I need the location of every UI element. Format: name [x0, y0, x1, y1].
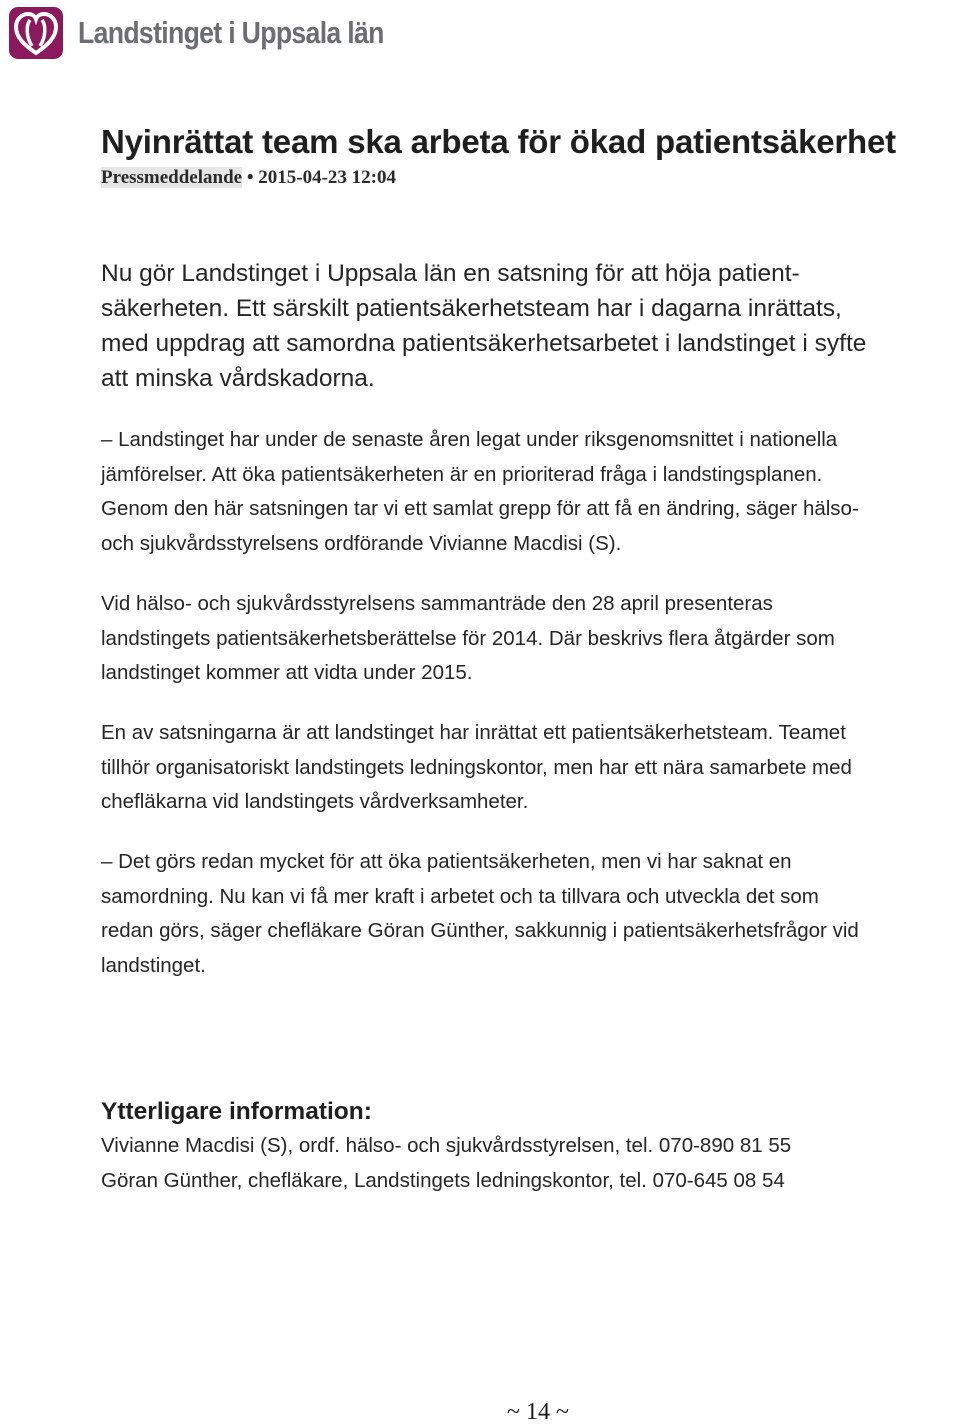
paragraph-line: En av satsningarna är att landstinget har inrättat ett patientsäkerhetsteam. Teamet — [101, 720, 846, 744]
article-datetime: 2015-04-23 12:04 — [258, 167, 396, 188]
body-paragraph — [101, 716, 959, 820]
article-title: Nyinrättat team ska arbeta för ökad patientsäkerhet — [101, 123, 896, 160]
paragraph-line: landstinget. — [101, 954, 206, 978]
organization-name: Landstinget i Uppsala län — [78, 15, 384, 50]
paragraph-line: tillhör organisatoriskt landstingets ledningskontor, men har ett nära samarbete med — [101, 755, 852, 779]
press-release — [101, 122, 959, 1198]
contact-list — [101, 1129, 959, 1198]
paragraph-line: – Det görs redan mycket för att öka patientsäkerheten, men vi har saknat en — [101, 850, 792, 874]
paragraph-line: Genom den här satsningen tar vi ett samlat grepp för att få en ändring, säger hälso- — [101, 497, 859, 521]
contact-line: Vivianne Macdisi (S), ordf. hälso- och sjukvårdsstyrelsen, tel. 070-890 81 55 — [101, 1133, 792, 1157]
body-paragraph — [101, 587, 959, 691]
page-header — [8, 4, 434, 62]
body-paragraph — [101, 845, 959, 984]
lead-line: med uppdrag att samordna patientsäkerhetsarbetet i landstinget i syfte — [101, 330, 867, 357]
contact-line: Göran Günther, chefläkare, Landstingets ledningskontor, tel. 070-645 08 54 — [101, 1168, 785, 1192]
page-number: ~ 14 ~ — [507, 1399, 569, 1425]
paragraph-line: Vid hälso- och sjukvårdsstyrelsens sammanträde den 28 april presenteras — [101, 591, 773, 615]
lead-line: att minska vårdskadorna. — [101, 365, 375, 392]
paragraph-line: redan görs, säger chefläkare Göran Günther, sakkunnig i patientsäkerhetsfrågor vid — [101, 919, 859, 943]
lead-line: Nu gör Landstinget i Uppsala län en satsning för att höja patient- — [101, 260, 800, 287]
paragraph-line: chefläkarna vid landstingets vårdverksamheter. — [101, 790, 529, 814]
paragraph-line: samordning. Nu kan vi få mer kraft i arbetet och ta tillvara och utveckla det som — [101, 884, 819, 908]
meta-separator: • — [242, 167, 259, 188]
paragraph-line: jämförelser. Att öka patientsäkerheten är en prioriterad fråga i landstingsplanen. — [101, 462, 823, 486]
paragraph-line: landstingets patientsäkerhetsberättelse för 2014. Där beskrivs flera åtgärder som — [101, 626, 835, 650]
paragraph-line: och sjukvårdsstyrelsens ordförande Vivianne Macdisi (S). — [101, 532, 622, 556]
info-heading: Ytterligare information: — [101, 1097, 372, 1125]
paragraph-line: landstinget kommer att vidta under 2015. — [101, 661, 473, 685]
paragraph-line: – Landstinget har under de senaste åren legat under riksgenomsnittet i nationella — [101, 428, 838, 451]
body-paragraph — [101, 423, 959, 562]
article-lead — [101, 256, 959, 396]
lead-line: säkerheten. Ett särskilt patientsäkerhetsteam har i dagarna inrättats, — [101, 295, 842, 322]
heart-logo-icon — [8, 5, 64, 61]
article-type: Pressmeddelande — [101, 167, 243, 188]
article-meta — [101, 166, 959, 190]
